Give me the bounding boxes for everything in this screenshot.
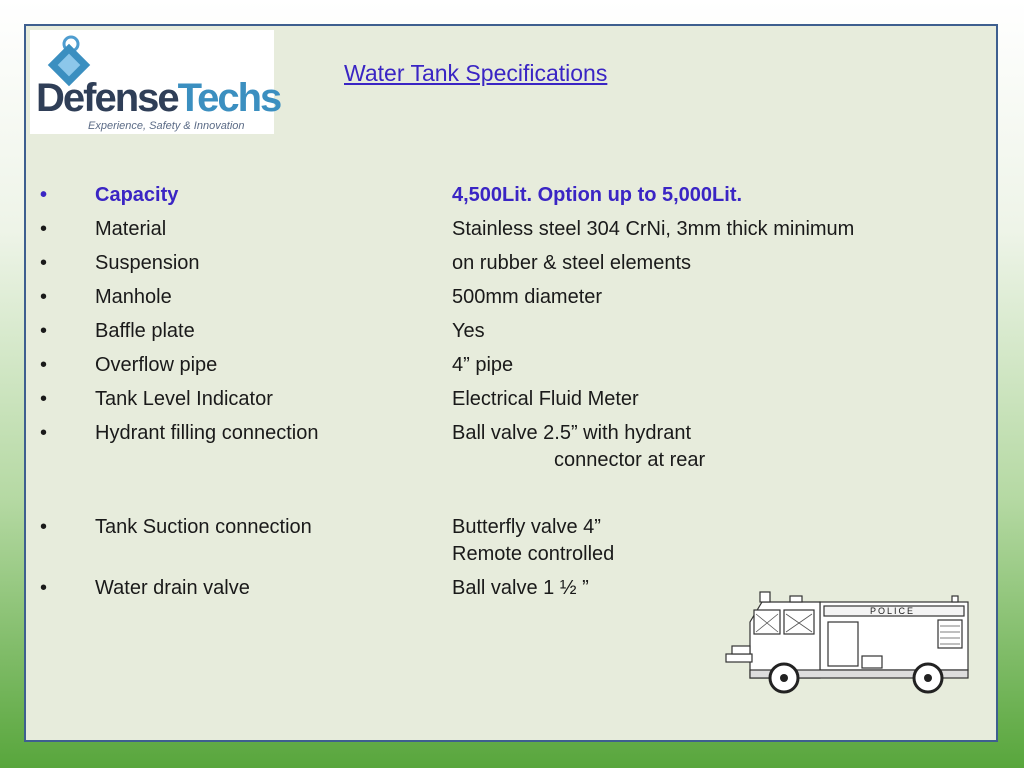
spec-label: Material	[95, 218, 167, 240]
bullet: •	[40, 422, 48, 444]
bullet: •	[40, 184, 48, 206]
spec-value: Stainless steel 304 CrNi, 3mm thick minimum	[452, 218, 855, 240]
spec-label: Baffle plate	[95, 320, 195, 342]
bullet: •	[40, 577, 48, 599]
spec-value: Ball valve 2.5” with hydrant	[452, 422, 692, 444]
spec-value: on rubber & steel elements	[452, 252, 692, 274]
spec-value: 500mm diameter	[452, 286, 603, 308]
bullet: •	[40, 320, 48, 342]
spec-label: Hydrant filling connection	[95, 422, 319, 444]
page-title: Water Tank Specifications	[344, 60, 608, 86]
spec-value: Yes	[452, 320, 485, 342]
spec-label: Water drain valve	[95, 577, 250, 599]
spec-value-continued: Remote controlled	[452, 543, 615, 565]
bullet: •	[40, 388, 48, 410]
spec-value-continued: connector at rear	[554, 449, 706, 471]
spec-value: 4,500Lit. Option up to 5,000Lit.	[452, 184, 743, 206]
spec-value: 4” pipe	[452, 354, 514, 376]
spec-label: Manhole	[95, 286, 172, 308]
bullet: •	[40, 516, 48, 538]
bullet: •	[40, 286, 48, 308]
truck-side-text: POLICE	[870, 606, 916, 616]
spec-value: Electrical Fluid Meter	[452, 388, 639, 410]
spec-value: Ball valve 1 ½ ”	[452, 577, 589, 599]
spec-label: Capacity	[95, 184, 179, 206]
slide-panel	[24, 24, 998, 742]
spec-label: Tank Suction connection	[95, 516, 312, 538]
spec-label: Tank Level Indicator	[95, 388, 273, 410]
police-water-truck-illustration	[720, 582, 976, 694]
logo-wordmark: DefenseTechs	[36, 76, 281, 120]
bullet: •	[40, 218, 48, 240]
logo-tagline: Experience, Safety & Innovation	[88, 120, 245, 132]
defensetechs-logo	[30, 30, 281, 134]
bullet: •	[40, 252, 48, 274]
spec-label: Suspension	[95, 252, 200, 274]
spec-value: Butterfly valve 4”	[452, 516, 601, 538]
spec-label: Overflow pipe	[95, 354, 218, 376]
bullet: •	[40, 354, 48, 376]
